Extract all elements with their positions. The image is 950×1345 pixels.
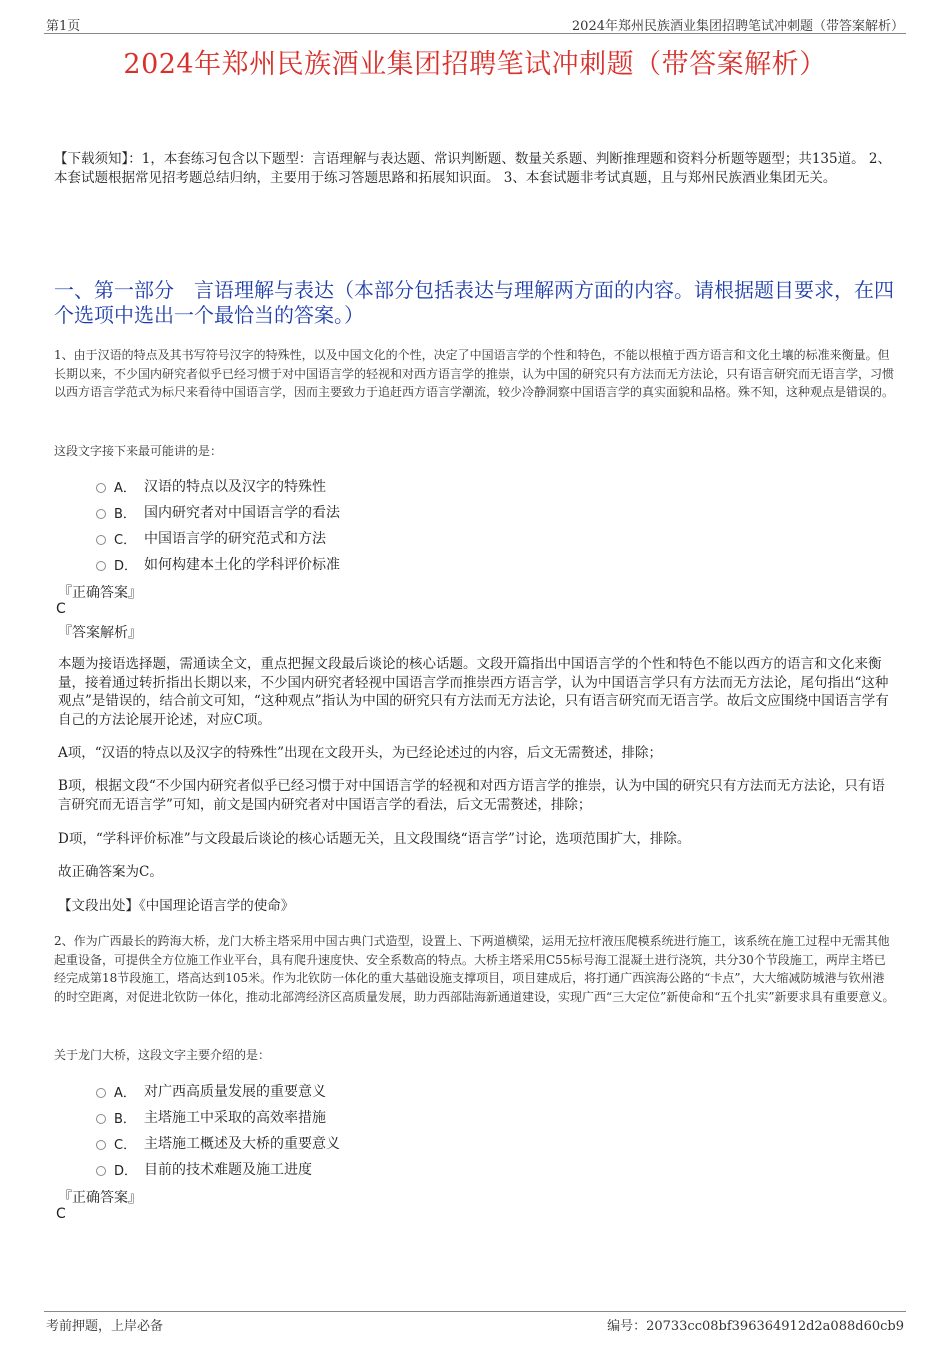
question-1-option-a[interactable]: A． 汉语的特点以及汉字的特殊性 (96, 475, 326, 497)
question-1-analysis-a: A项，“汉语的特点以及汉字的特殊性”出现在文段开头，为已经论述过的内容，后文无需赘述，排除； (58, 745, 663, 761)
question-1-analysis-main: 本题为接语选择题，需通读全文，重点把握文段最后谈论的核心话题。文段开篇指出中国语言学的个性和特色不能以西方的语言和文化来衡量，接着通过转折指出长期以来，不少国内研究者轻视中国语言学而推崇西方语言学，认为中国语言学只有方法而无方法论，尾句指出“这种观点”是错误的，结合前文可知，“这种观点”指认为中国的研究只有方法而无方法论，只有语言研究而无语言学。故后文应围绕中国语言学有自己的方法论展开论述，对应C项。 (58, 656, 889, 728)
question-2-option-b[interactable]: B． 主塔施工中采取的高效率措施 (96, 1106, 326, 1128)
page-footer (44, 1311, 906, 1334)
question-1-answer: C (56, 601, 66, 617)
question-2-option-d[interactable]: D． 目前的技术难题及施工进度 (96, 1158, 312, 1180)
question-1-stem: 1、由于汉语的特点及其书写符号汉字的特殊性，以及中国文化的个性，决定了中国语言学的个性和特色，不能以根植于西方语言和文化土壤的标准来衡量。但长期以来，不少国内研究者似乎已经习惯于对中国语言学的轻视和对西方语言学的推崇，认为中国的研究只有方法而无方法论，只有语言研究而无语言学，习惯以西方语言学范式为标尺来看待中国语言学，因而主要致力于追赶西方语言学潮流，较少冷静洞察中国语言学的真实面貌和品格。殊不知，这种观点是错误的。 (54, 348, 895, 399)
radio-icon[interactable] (96, 1114, 106, 1124)
question-2-answer: C (56, 1206, 66, 1222)
question-1-prompt: 这段文字接下来最可能讲的是： (54, 444, 223, 458)
question-2-option-c[interactable]: C． 主塔施工概述及大桥的重要意义 (96, 1132, 340, 1154)
question-2-prompt: 关于龙门大桥，这段文字主要介绍的是： (54, 1048, 271, 1062)
footer-code: 编号：20733cc08bf396364912d2a088d60cb9 (607, 1319, 904, 1334)
radio-icon[interactable] (96, 561, 106, 571)
question-2-stem: 2、作为广西最长的跨海大桥，龙门大桥主塔采用中国古典门式造型，设置上、下两道横梁，运用无拉杆液压爬模系统进行施工，该系统在施工过程中无需其他起重设备，可提供全方位施工作业平台，具有爬升速度快、安全系数高的特点。大桥主塔采用C55标号海工混凝土进行浇筑，共分30个节段施工，两岸主塔已经完成第18节段施工，塔高达到105米。作为北钦防一体化的重大基础设施支撑项目，项目建成后，将打通广西滨海公路的“卡点”，大大缩减防城港与钦州港的时空距离，对促进北钦防一体化，推动北部湾经济区高质量发展，助力西部陆海新通道建设，实现广西“三大定位”新使命和“五个扎实”新要求具有重要意义。 (54, 934, 895, 1004)
analysis-label: 『答案解析』 (58, 625, 142, 641)
question-1-option-d[interactable]: D． 如何构建本土化的学科评价标准 (96, 553, 340, 575)
radio-icon[interactable] (96, 1140, 106, 1150)
question-2-option-a[interactable]: A． 对广西高质量发展的重要意义 (96, 1080, 326, 1102)
section-title: 一、第一部分 言语理解与表达（本部分包括表达与理解两方面的内容。请根据题目要求，在四个选项中选出一个最恰当的答案。） (54, 278, 894, 327)
download-notice: 【下载须知】：1，本套练习包含以下题型：言语理解与表达题、常识判断题、数量关系题、判断推理题和资料分析题等题型；共135道。 2、本套试题根据常见招考题总结归纳，主要用于练习答题思路和拓展知识面。 3、本套试题非考试真题，且与郑州民族酒业集团无关。 (54, 151, 891, 186)
question-1-conclusion: 故正确答案为C。 (58, 864, 163, 880)
correct-answer-label: 『正确答案』 (58, 585, 142, 601)
question-1-option-b[interactable]: B． 国内研究者对中国语言学的看法 (96, 501, 340, 523)
radio-icon[interactable] (96, 535, 106, 545)
radio-icon[interactable] (96, 483, 106, 493)
question-1-source: 【文段出处】《中国理论语言学的使命》 (58, 898, 295, 914)
footer-slogan: 考前押题，上岸必备 (46, 1319, 164, 1334)
correct-answer-label: 『正确答案』 (58, 1190, 142, 1206)
radio-icon[interactable] (96, 1088, 106, 1098)
question-1-option-c[interactable]: C． 中国语言学的研究范式和方法 (96, 527, 326, 549)
question-1-analysis-b: B项，根据文段“不少国内研究者似乎已经习惯于对中国语言学的轻视和对西方语言学的推崇，认为中国的研究只有方法而无方法论，只有语言研究而无语言学”可知，前文是国内研究者对中国语言学的看法，后文无需赘述，排除； (58, 778, 885, 813)
page-header (44, 14, 906, 34)
radio-icon[interactable] (96, 509, 106, 519)
document-title: 2024年郑州民族酒业集团招聘笔试冲刺题（带答案解析） (123, 49, 827, 80)
radio-icon[interactable] (96, 1166, 106, 1176)
header-doc-title: 2024年郑州民族酒业集团招聘笔试冲刺题（带答案解析） (571, 19, 904, 34)
question-1-analysis-d: D项，“学科评价标准”与文段最后谈论的核心话题无关，且文段围绕“语言学”讨论，选项范围扩大，排除。 (58, 831, 691, 847)
page-number: 第1页 (46, 19, 81, 34)
